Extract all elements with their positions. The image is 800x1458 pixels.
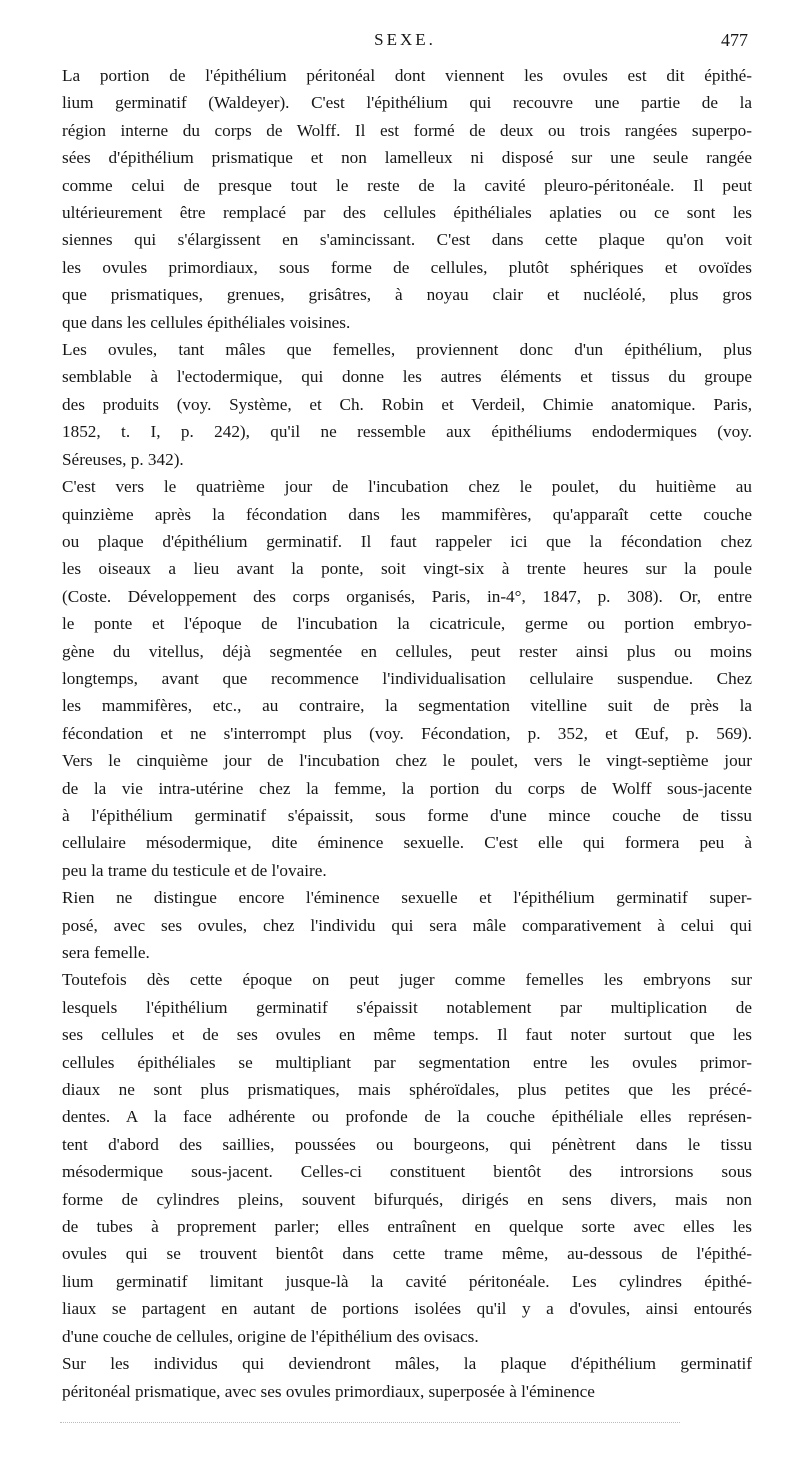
body-text (62, 62, 752, 1405)
text-line: Les ovules, tant mâles que femelles, proviennent donc d'un épithélium, plus (62, 340, 752, 360)
text-line: gène du vitellus, déjà segmentée en cellules, peut rester ainsi plus ou moins (62, 641, 752, 661)
text-line: Sur les individus qui deviendront mâles, la plaque d'épithélium germinatif (62, 1354, 752, 1374)
text-line: Vers le cinquième jour de l'incubation chez le poulet, vers le vingt-septième jour (62, 751, 752, 771)
text-line: lesquels l'épithélium germinatif s'épaissit notablement par multiplication de (62, 997, 752, 1017)
text-line: lium germinatif limitant jusque-là la cavité péritonéale. Les cylindres épithé- (62, 1271, 752, 1291)
text-line: dentes. A la face adhérente ou profonde de la couche épithéliale elles représen- (62, 1107, 752, 1127)
text-line: C'est vers le quatrième jour de l'incubation chez le poulet, du huitième au (62, 477, 752, 497)
paragraph (62, 1350, 752, 1405)
text-line: les mammifères, etc., au contraire, la segmentation vitelline suit de près la (62, 696, 752, 716)
text-line: forme de cylindres pleins, souvent bifurqués, dirigés en sens divers, mais non (62, 1189, 752, 1209)
text-line: le ponte et l'époque de l'incubation la cicatricule, germe ou portion embryo- (62, 614, 752, 634)
paragraph (62, 336, 752, 473)
text-line: les ovules primordiaux, sous forme de cellules, plutôt sphériques et ovoïdes (62, 257, 752, 277)
running-title: SEXE. (374, 30, 436, 49)
text-line: lium germinatif (Waldeyer). C'est l'épithélium qui recouvre une partie de la (62, 93, 752, 113)
text-line: quinzième après la fécondation dans les mammifères, qu'apparaît cette couche (62, 504, 752, 524)
text-line: des produits (voy. Système, et Ch. Robin et Verdeil, Chimie anatomique. Paris, (62, 394, 752, 414)
text-line: Toutefois dès cette époque on peut juger comme femelles les embryons sur (62, 970, 752, 990)
text-line: semblable à l'ectodermique, qui donne les autres éléments et tissus du groupe (62, 367, 752, 387)
text-line: les oiseaux a lieu avant la ponte, soit vingt-six à trente heures sur la poule (62, 559, 752, 579)
page-bottom-margin-marks (60, 1422, 680, 1423)
text-line: Séreuses, p. 342). (62, 449, 184, 469)
text-line: sées d'épithélium prismatique et non lamelleux ni disposé sur une seule rangée (62, 148, 752, 168)
text-line: de tubes à proprement parler; elles entraînent en quelque sorte avec elles les (62, 1217, 752, 1237)
text-line: (Coste. Développement des corps organisés, Paris, in-4°, 1847, p. 308). Or, entre (62, 586, 752, 606)
text-line: ou plaque d'épithélium germinatif. Il faut rappeler ici que la fécondation chez (62, 531, 752, 551)
page-number: 477 (721, 30, 748, 50)
text-line: 1852, t. I, p. 242), qu'il ne ressemble aux épithéliums endodermiques (voy. (62, 422, 752, 442)
text-line: peu la trame du testicule et de l'ovaire. (62, 860, 327, 880)
text-line: tent d'abord des saillies, poussées ou bourgeons, qui pénètrent dans le tissu (62, 1134, 752, 1154)
text-line: longtemps, avant que recommence l'individualisation cellulaire suspendue. Chez (62, 668, 752, 688)
text-line: ovules qui se trouvent bientôt dans cette trame même, au-dessous de l'épithé- (62, 1244, 752, 1264)
text-line: liaux se partagent en autant de portions isolées qu'il y a d'ovules, ainsi entourés (62, 1299, 752, 1319)
text-line: que dans les cellules épithéliales voisines. (62, 312, 351, 332)
text-line: ses cellules et de ses ovules en même temps. Il faut noter surtout que les (62, 1025, 752, 1045)
text-line: péritonéal prismatique, avec ses ovules primordiaux, superposée à l'éminence (62, 1381, 595, 1401)
text-line: à l'épithélium germinatif s'épaissit, sous forme d'une mince couche de tissu (62, 805, 752, 825)
paragraph (62, 884, 752, 966)
text-line: que prismatiques, grenues, grisâtres, à noyau clair et nucléolé, plus gros (62, 285, 752, 305)
text-line: de la vie intra-utérine chez la femme, la portion du corps de Wolff sous-jacente (62, 778, 752, 798)
text-line: Rien ne distingue encore l'éminence sexuelle et l'épithélium germinatif super- (62, 888, 752, 908)
text-line: ultérieurement être remplacé par des cellules épithéliales aplaties ou ce sont les (62, 203, 752, 223)
text-line: fécondation et ne s'interrompt plus (voy. Fécondation, p. 352, et Œuf, p. 569). (62, 723, 752, 743)
text-line: posé, avec ses ovules, chez l'individu qui sera mâle comparativement à celui qui (62, 915, 752, 935)
text-line: d'une couche de cellules, origine de l'épithélium des ovisacs. (62, 1326, 479, 1346)
paragraph (62, 62, 752, 336)
page-header (60, 28, 750, 58)
text-line: cellulaire mésodermique, dite éminence sexuelle. C'est elle qui formera peu à (62, 833, 752, 853)
paragraph (62, 966, 752, 1350)
text-line: cellules épithéliales se multipliant par segmentation entre les ovules primor- (62, 1052, 752, 1072)
text-line: La portion de l'épithélium péritonéal dont viennent les ovules est dit épithé- (62, 66, 752, 85)
text-line: comme celui de presque tout le reste de la cavité pleuro-péritonéale. Il peut (62, 175, 752, 195)
text-line: siennes qui s'élargissent en s'amincissant. C'est dans cette plaque qu'on voit (62, 230, 752, 250)
text-line: région interne du corps de Wolff. Il est formé de deux ou trois rangées superpo- (62, 120, 752, 140)
paragraph (62, 473, 752, 884)
text-line: sera femelle. (62, 943, 150, 962)
text-line: mésodermique sous-jacent. Celles-ci constituent bientôt des introrsions sous (62, 1162, 752, 1182)
text-line: diaux ne sont plus prismatiques, mais sphéroïdales, plus petites que les précé- (62, 1080, 752, 1100)
